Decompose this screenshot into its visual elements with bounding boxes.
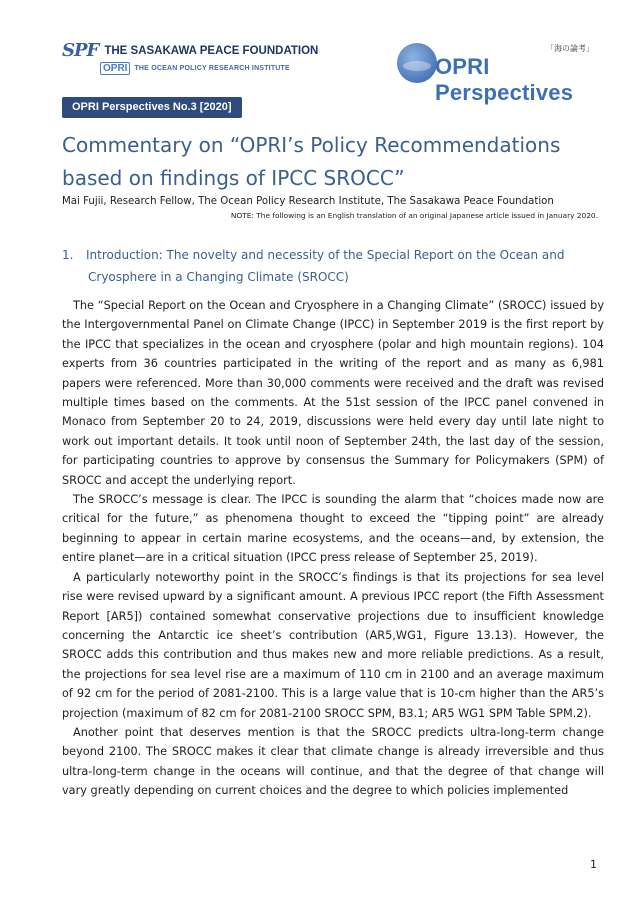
translation-note: NOTE: The following is an English translation of an original Japanese article issued in January 2020. (230, 211, 598, 220)
paragraph: The SROCC’s message is clear. The IPCC is sounding the alarm that “choices made now are critical for the future,” as phenomena thought to exceed the “tipping point” are already beginning to appear in certain marine ecosystems, and the oceans—and, by extension, the entire planet—are in a critical situation (IPCC press release of September 25, 2019). (62, 493, 604, 565)
document-title: Commentary on “OPRI’s Policy Recommendations based on findings of IPCC SROCC” (62, 133, 561, 190)
globe-icon (397, 43, 437, 83)
section-title-line2: Cryosphere in a Changing Climate (SROCC) (88, 270, 349, 284)
perspectives-japanese-label: 「海の論考」 (546, 44, 594, 53)
page-header (62, 40, 602, 105)
spf-logo: SPF (62, 40, 99, 61)
paragraph: Another point that deserves mention is that the SROCC predicts ultra-long-term change beyond 2100. The SROCC makes it clear that climate change is already irreversible and thus ultra-long-term change in the oceans will continue, and that the degree of that change will vary greatly depending on current choices and the degree to which policies implemented (62, 725, 604, 798)
section-title-line1: Introduction: The novelty and necessity of the Special Report on the Ocean and (86, 248, 565, 262)
section-heading (62, 244, 602, 288)
author-line: Mai Fujii, Research Fellow, The Ocean Policy Research Institute, The Sasakawa Peace Foundation (62, 196, 554, 207)
opri-name: THE OCEAN POLICY RESEARCH INSTITUTE (134, 65, 290, 72)
issue-badge: OPRI Perspectives No.3 [2020] (62, 97, 242, 118)
opri-perspectives-logo (397, 40, 602, 105)
spf-branding (62, 40, 318, 61)
opri-branding (100, 62, 290, 75)
page-number: 1 (590, 858, 597, 871)
spf-name: THE SASAKAWA PEACE FOUNDATION (104, 44, 319, 57)
opri-logo: OPRI (100, 62, 130, 75)
paragraph: The “Special Report on the Ocean and Cryosphere in a Changing Climate” (SROCC) issued by the Intergovernmental Panel on Climate Change (IPCC) in September 2019 is the first report by the IPCC that specializes in the ocean and cryosphere (polar and high mountain regions). 104 experts from 36 countries participated in the writing of the report and as many as 6,981 papers were referenced. More than 30,000 comments were received and the draft was revised multiple times based on the comments. At the 51st session of the IPCC panel convened in Monaco from September 20 to 24, 2019, discussions were held every day until late night to work out important details. It took until noon of September 24th, the last day of the session, for participating countries to approve by consensus the Summary for Policymakers (SPM) of SROCC and accept the underlying report. (62, 299, 604, 487)
perspectives-title: OPRI Perspectives (435, 54, 574, 105)
section-number: 1. (62, 248, 74, 262)
paragraph: A particularly noteworthy point in the SROCC’s findings is that its projections for sea level rise were revised upward by a significant amount. A previous IPCC report (the Fifth Assessment Report [AR5]) contained somewhat conservative projections due to insufficient knowledge concerning the Antarctic ice sheet’s contribution (AR5,WG1, Figure 13.13). However, the SROCC adds this contribution and thus makes new and more reliable predictions. As a result, the projections for sea level rise are a maximum of 110 cm in 2100 and an average maximum of 92 cm for the period of 2081-2100. This is a large value that is 10-cm higher than the AR5’s projection (maximum of 82 cm for 2081-2100 SROCC SPM, B3.1; AR5 WG1 SPM Table SPM.2). (62, 570, 604, 720)
body-text (62, 296, 604, 801)
